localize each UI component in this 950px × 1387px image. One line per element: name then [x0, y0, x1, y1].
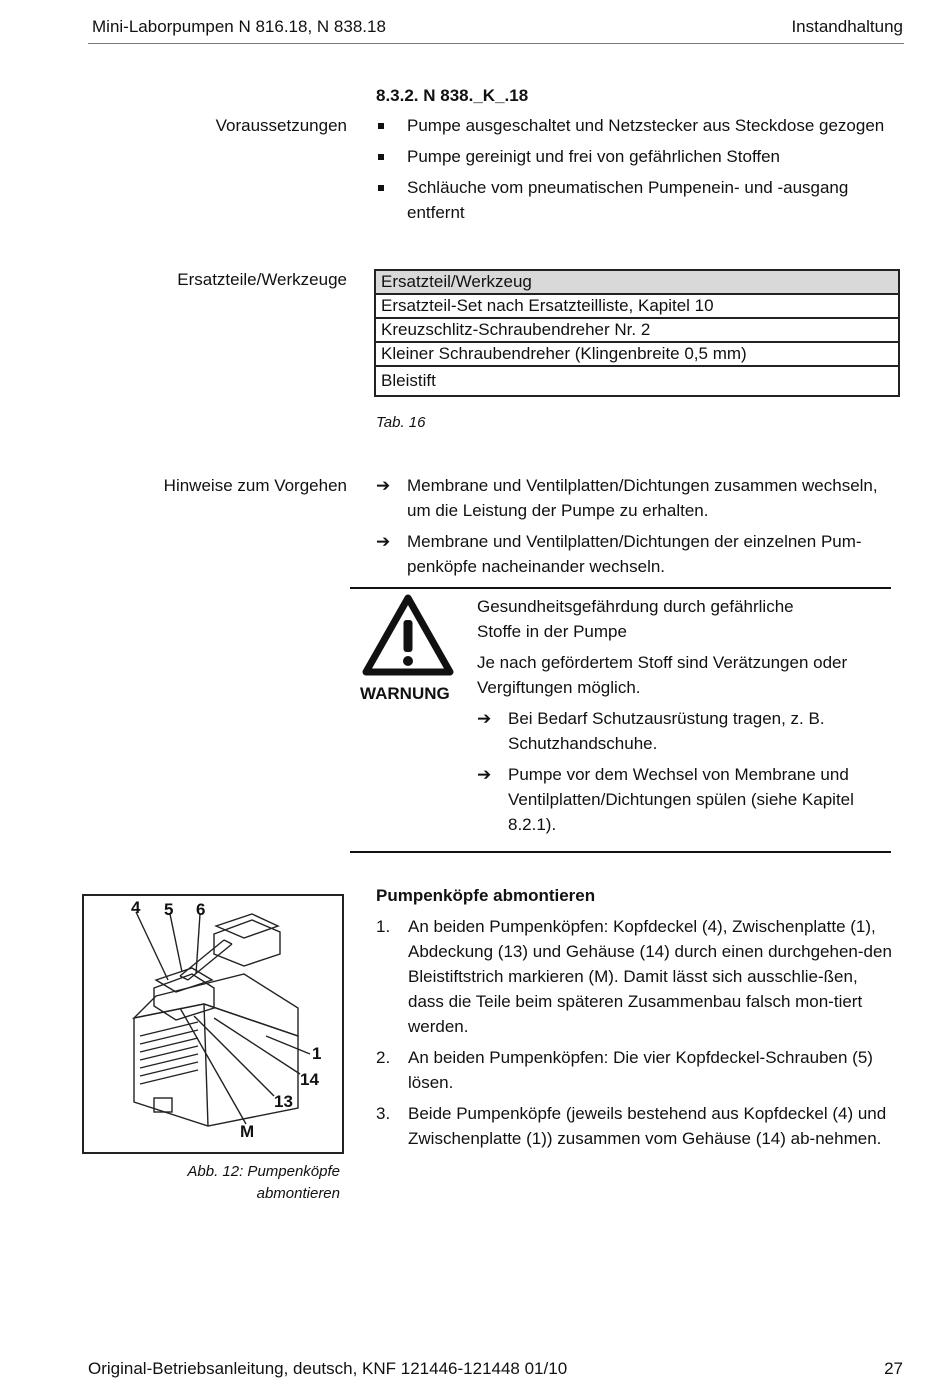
notes-list	[376, 473, 896, 585]
parts-table	[374, 269, 900, 397]
warning-actions	[477, 706, 887, 843]
pump-drawing-icon	[84, 896, 342, 1152]
header-rule	[88, 43, 904, 44]
bullet-square-icon	[378, 123, 384, 129]
list-item: 2. An beiden Pumpenköpfen: Die vier Kopfdeckel-Schrauben (5) lösen.	[376, 1048, 873, 1092]
arrow-right-icon: ➔	[477, 709, 492, 728]
table-cell: Ersatzteil-Set nach Ersatzteilliste, Kapitel 10	[375, 294, 899, 318]
warning-top-rule	[350, 587, 891, 589]
table-row	[375, 366, 899, 396]
section-title: 8.3.2. N 838._K_.18	[376, 86, 529, 105]
table-caption: Tab. 16	[376, 414, 426, 431]
table-row	[375, 294, 899, 318]
header-title: Mini-Laborpumpen N 816.18, N 838.18	[92, 17, 386, 36]
procedure-steps	[376, 914, 896, 1157]
table-cell: Bleistift	[375, 366, 899, 396]
arrow-right-icon: ➔	[376, 532, 391, 551]
figure-label: 4	[131, 898, 141, 917]
warning-signal-word: WARNUNG	[360, 684, 450, 703]
table-row	[375, 318, 899, 342]
header-chapter: Instandhaltung	[791, 17, 903, 36]
bullet-square-icon	[378, 185, 384, 191]
arrow-right-icon: ➔	[477, 765, 492, 784]
list-item: Pumpe gereinigt und frei von gefährlichen Stoffen	[376, 144, 896, 169]
figure-label: 14	[300, 1070, 319, 1089]
arrow-right-icon: ➔	[376, 476, 391, 495]
list-item: ➔ Membrane und Ventilplatten/Dichtungen der einzelnen Pum-penköpfe nacheinander wechseln.	[376, 529, 896, 579]
label-ersatzteile: Ersatzteile/Werkzeuge	[177, 270, 347, 289]
bullet-square-icon	[378, 154, 384, 160]
figure-label: M	[240, 1122, 255, 1141]
warning-bottom-rule	[350, 851, 891, 853]
label-hinweise: Hinweise zum Vorgehen	[163, 476, 347, 495]
list-item: Schläuche vom pneumatischen Pumpenein- und -ausgang entfernt	[376, 175, 896, 225]
list-item: ➔ Bei Bedarf Schutzausrüstung tragen, z. B. Schutzhandschuhe.	[477, 706, 887, 756]
pump-figure	[82, 894, 344, 1154]
table-header-cell: Ersatzteil/Werkzeug	[375, 270, 899, 294]
footer-doc-info: Original-Betriebsanleitung, deutsch, KNF 121446-121448 01/10	[88, 1359, 568, 1378]
figure-label: 5	[164, 900, 174, 919]
figure-label: 1	[312, 1044, 322, 1063]
prerequisites-list	[376, 113, 896, 231]
list-item: 1. An beiden Pumpenköpfen: Kopfdeckel (4), Zwischenplatte (1), Abdeckung (13) und Gehäuse (14) durch einen durchgehen-den Bleistiftstrich markieren (M). Damit lässt sich ausschlie-ßen, dass die Teile beim späteren Zusammenbau falsch mon-tiert werden.	[376, 917, 892, 1036]
warning-text: Je nach gefördertem Stoff sind Verätzungen oder Vergiftungen möglich.	[477, 653, 848, 697]
list-item: ➔ Membrane und Ventilplatten/Dichtungen zusammen wechseln, um die Leistung der Pumpe zu erhalten.	[376, 473, 896, 523]
list-item: 3. Beide Pumpenköpfe (jeweils bestehend aus Kopfdeckel (4) und Zwischenplatte (1)) zusammen vom Gehäuse (14) ab-nehmen.	[376, 1104, 887, 1148]
procedure-title: Pumpenköpfe abmontieren	[376, 886, 596, 905]
list-item: ➔ Pumpe vor dem Wechsel von Membrane und Ventilplatten/Dichtungen spülen (siehe Kapitel 8.2.1).	[477, 762, 887, 837]
list-item: Pumpe ausgeschaltet und Netzstecker aus Steckdose gezogen	[376, 113, 896, 138]
label-voraussetzungen: Voraussetzungen	[215, 116, 347, 135]
figure-label: 6	[196, 900, 206, 919]
table-row	[375, 342, 899, 366]
warning-heading: Gesundheitsgefährdung durch gefährliche Stoffe in der Pumpe	[477, 597, 794, 641]
page-number: 27	[884, 1359, 903, 1378]
table-header-row	[375, 270, 899, 294]
table-cell: Kleiner Schraubendreher (Klingenbreite 0,5 mm)	[375, 342, 899, 366]
figure-caption: Abb. 12: Pumpenköpfe abmontieren	[187, 1163, 340, 1202]
figure-label: 13	[274, 1092, 293, 1111]
table-cell: Kreuzschlitz-Schraubendreher Nr. 2	[375, 318, 899, 342]
warning-triangle-icon	[362, 594, 454, 676]
